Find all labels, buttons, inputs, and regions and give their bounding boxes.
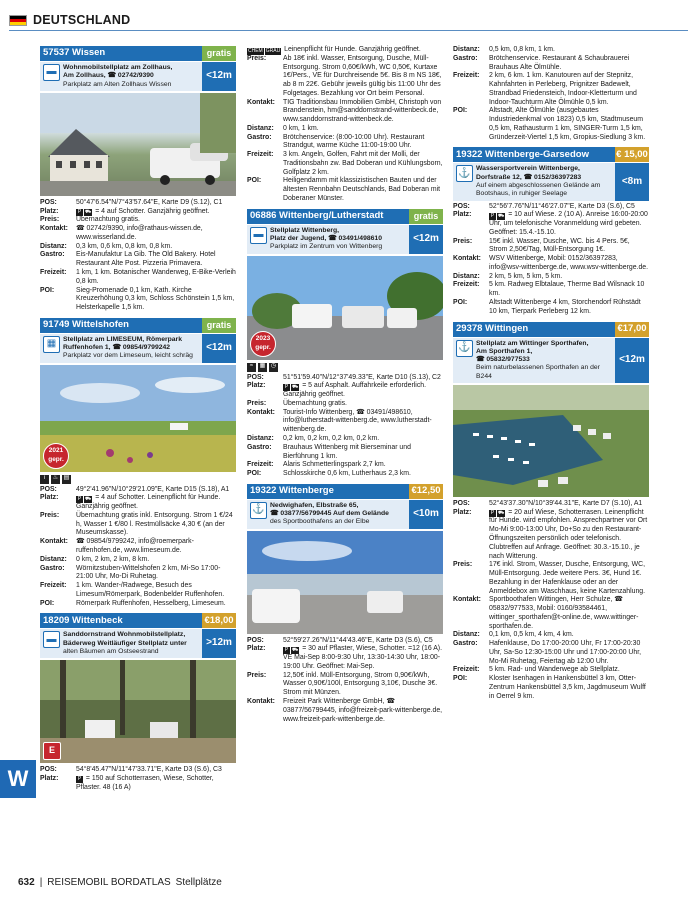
platz-value: 20 auf Wiese, Schotterrasen. Leinenpflicht für Hunde. wird empfohlen. Ansprechpartner vor Ort Mo-Mi 9:00-13:00 Uhr, Do+So zu den Restaurant-Öffnungszeiten persönlich oder telefonisch. Clubtreffen auf Anfrage. Geöffnet: 30.3.-15.10., je nach Witterung. bbox=[489, 508, 648, 560]
freizeit-value: 1 km. Wander-/Radwege, Besuch des Limesum/Römerpark, Bodenbelder Ruffenhofen. bbox=[76, 582, 225, 598]
preis-value: 15€ inkl. Wasser, Dusche, WC. bis 4 Pers. 5€, Strom 2,50€/Tag, Müll-Entsorgung 1€. bbox=[489, 237, 630, 254]
gastro-label: Gastro: bbox=[247, 443, 272, 451]
entry-header bbox=[40, 318, 236, 333]
shower-icon: ♨ bbox=[51, 475, 60, 484]
germany-flag-icon bbox=[9, 15, 27, 26]
address-line-3: Parkplatz vor dem Limeseum, leicht schräg bbox=[63, 352, 193, 360]
pos-label: POS: bbox=[247, 636, 264, 644]
price-badge: gratis bbox=[409, 209, 443, 224]
entry-title: 19322 Wittenberge-Garsedow bbox=[453, 147, 615, 162]
platz-label: Platz: bbox=[40, 774, 59, 782]
platz-label: Platz: bbox=[247, 382, 266, 390]
freizeit-value: 2 km, 6 km. 1 km. Kanutouren auf der Stepnitz, Kahnfahrten in Perleberg, Prignitzer Badewelt, Strandbad Friedensteich, Indoor-Kletterturm und Indoor-Tauchturm Alte Ölmühle 0,5 km. bbox=[489, 72, 637, 106]
kontakt-value[interactable]: 09854/9799242, info@roemerpark-ruffenhofen.de, www.limeseum.de. bbox=[76, 538, 194, 554]
price-badge: €17,00 bbox=[615, 322, 649, 337]
platz-value: 10 auf Wiese. 2 (10 A). Anreise 16:00-20:00 Uhr, um telefonische Voranmeldung wird gebeten. Geöffnet: 15.4.-15.10. bbox=[489, 211, 648, 236]
kontakt-label: Kontakt: bbox=[40, 538, 68, 546]
address-row bbox=[453, 338, 649, 383]
info-icon: i bbox=[40, 475, 49, 484]
freizeit-value: 5 km. Rad- und Wanderwege ab Stellplatz. bbox=[489, 666, 620, 674]
preis-label: Preis: bbox=[247, 54, 267, 62]
pos-value: 52°59'27.26"N/11°44'43.46"E, Karte D3 (S.6), C5 bbox=[283, 636, 433, 644]
address-line-3: des Sportboothafens an der Elbe bbox=[270, 518, 370, 526]
gastro-value: Brötchenservice. Restaurant & Schaubrauerei Brauhaus Alte Ölmühle. bbox=[489, 54, 630, 71]
footer-section: Stellplätze bbox=[175, 877, 222, 888]
kontakt-value[interactable]: Freizeit Park Wittenberge GmbH, ☎ 03877/56799445, info@freizeit-park-wittenberge.de, www.freizeit-park-wittenberge.de. bbox=[283, 698, 443, 723]
poi-value: Heiligendamm mit klassizistischen Bauten und der ältesten Rennbahn Deutschlands, Bad Doberan mit Doberaner Münster. bbox=[283, 177, 441, 203]
entry-title: 18209 Wittenbeck bbox=[40, 613, 202, 628]
distanz-label: Distanz: bbox=[453, 631, 480, 639]
gastro-label: Gastro: bbox=[40, 564, 65, 572]
camper-icon: ▬ bbox=[43, 631, 60, 648]
site-photo[interactable] bbox=[40, 660, 236, 763]
camper-icon: ▬ bbox=[250, 227, 267, 244]
energy-badge: E bbox=[43, 742, 61, 760]
platz-label: Platz: bbox=[40, 207, 59, 215]
address-row bbox=[247, 225, 443, 254]
column-2 bbox=[247, 46, 443, 729]
price-badge: €12,50 bbox=[409, 484, 443, 499]
address-line-4: Beim naturbelassenen Sporthafen an der B244 bbox=[476, 364, 600, 380]
size-limit: <8m bbox=[615, 163, 649, 200]
entry-wittenberge: 19322 Wittenberge €12,50 ⚓ Nedwighafen, Elbstraße 65, ☎ 03877/56799445 Auf dem Gelände des Sportboothafens an der Elbe <10m POS: 52°59'27.26"N/11°44'43.46"E, Karte D3 (S.6), C5 Platz: P ⛟ = 30 auf Pflaster, Wiese, Schotter. =12 (16 A). VE Mai-Sep 8:00-9:30 Uhr, 13:30-14:30 Uhr, 18:00-19:00 Uhr. Geöffnet: Mai-Sep. Preis: 12,50€ inkl. Müll-Entsorgung, Strom 0,90€/kWh, Wasser 0,90€/100l, Entsorgung 3,10€, Dusche 3€. Strom mit Münzen. Kontakt: Freizeit Park Wittenberge GmbH, ☎ 03877/56799445, info@freizeit-park-wittenberge.de, www.freizeit-park-wittenberge.de. bbox=[247, 485, 443, 723]
freizeit-label: Freizeit: bbox=[453, 72, 480, 80]
gastro-label: Gastro: bbox=[453, 54, 478, 62]
kontakt-value[interactable]: Sportboothafen Wittingen, Herr Schulze, ☎ 05832/977533, Mobil: 0160/93584461, wittinger_sporthafen@t-online.de, www.wittinger-sporthafen.de. bbox=[489, 596, 639, 630]
poi-label: POI: bbox=[453, 298, 468, 306]
poi-value: Römerpark Ruffenhofen, Hesselberg, Limeseum. bbox=[76, 599, 226, 607]
entry-header bbox=[40, 613, 236, 628]
facility-icons bbox=[247, 363, 443, 372]
preis-value: Übernachtung gratis inkl. Entsorgung. Strom 1 €/24 h, Wasser 1 €/80 l. Restmüllsäcke 4,30 € (an der Museumskasse). bbox=[76, 511, 233, 537]
poi-value: Altstadt Wittenberge 4 km, Storchendorf Rühstädt 10 km, Tierpark Perleberg 12 km. bbox=[489, 298, 641, 315]
site-photo[interactable] bbox=[40, 93, 236, 196]
poi-label: POI: bbox=[453, 675, 468, 683]
poi-value: Altstadt, Alte Ölmühle (ausgebautes Industriedenkmal von 1823) 0,5 km, Stadtmuseum 0,5 km, Rathausturm 1 km, SINGER-Turm 1,5 km, Gründerzeit-Viertel 1,5 km, Gropius-Siedlung 3 km. bbox=[489, 107, 646, 141]
facility-icons bbox=[40, 475, 236, 484]
pos-label: POS: bbox=[40, 198, 57, 206]
poi-label: POI: bbox=[247, 177, 262, 185]
site-photo[interactable] bbox=[40, 365, 236, 472]
pos-value: 51°51'59.40"N/12°37'49.33"E, Karte D10 (S.13), C2 bbox=[283, 373, 441, 381]
entry-title: 29378 Wittingen bbox=[453, 322, 615, 337]
distanz-label: Distanz: bbox=[247, 124, 274, 132]
freizeit-value: 5 km. Radweg Elbtalaue, Therme Bad Wilsnack 10 km. bbox=[489, 281, 645, 298]
freizeit-label: Freizeit: bbox=[247, 461, 274, 469]
size-limit: <12m bbox=[202, 334, 236, 363]
preis-value: Übernachtung gratis. bbox=[283, 399, 347, 407]
address-line-1: Wassersportverein Wittenberge, bbox=[476, 165, 580, 173]
address-row bbox=[247, 500, 443, 529]
column-1 bbox=[40, 46, 236, 798]
poi-value: Schlosskirche 0,6 km, Lutherhaus 2,3 km. bbox=[283, 470, 411, 478]
gastro-label: Gastro: bbox=[40, 251, 65, 259]
preis-value: Ab 18€ inkl. Wasser, Entsorgung, Dusche, Müll-Entsorgung. Strom 0,60€/kWh, WC 0,50€, Kurtaxe 1€/Pers., VE für Durchreisende 5€. Bis 8 m NS 18€, ab 8 m 22€. Gebühr jeweils gültig bis 11:00 Uhr des Folgetages. Bezahlung vor Ort beim Personal. bbox=[283, 54, 442, 97]
entry-lutherstadt: 06886 Wittenberg/Lutherstadt gratis ▬ Stellplatz Wittenberg, Platz der Jugend, ☎ 03491/498610 Parkplatz im Zentrum von Wittenberg <12m 2023 gepr. ≈ ▦ ◷ POS: 51°51'59.40"N/12°37'49.33"E, Karte D10 (S.13), C2 Platz: P ⛟ = 5 auf Asphalt. Auffahrkeile erforderlich. Ganzjährig geöffnet. Preis: Übernachtung gratis. Kontakt: Tourist-Info Wittenberg, ☎ 03491/498610, info@lutherstadt-wittenberg.de, www.lutherstadt-wittenberg.de. Distanz: 0,2 km, 0,2 km, 0,2 km, 0,2 km. Gastro: Brauhaus Wittenberg mit Bierseminar und Bierführung 1 km. Freizeit: Alaris Schmetterlingspark 2,7 km. POI: Schlosskirche 0,6 km, Lutherhaus 2,3 km. bbox=[247, 209, 443, 479]
distanz-label: Distanz: bbox=[40, 555, 67, 563]
address-line-3: Parkplatz im Zentrum von Wittenberg bbox=[270, 243, 383, 251]
pos-value: 52°43'37.30"N/10°39'44.31"E, Karte D7 (S.10), A1 bbox=[489, 499, 643, 507]
entry-wittingen: 29378 Wittingen €17,00 ⚓ Stellplatz am Wittinger Sporthafen, Am Sporthafen 1, ☎ 05832/977533 Beim naturbelassenen Sporthafen an der B244 <12m POS: 52°43'37.30"N/10°39'44.31"E, Karte D7 (S.10), A1 Platz: P ⛟ = 20 auf Wiese, Schotterrasen. Leinenpflicht für Hunde. wird empfohlen. Ansprechpartner vor Ort Mo-Mi 9:00-13:00 Uhr, Do+So zu den Restaurant-Öffnungszeiten persönlich oder telefonisch. Clubtreffen auf Anfrage. Geöffnet: 30.3.-15.10., je nach Witterung. Preis: 17€ inkl. Strom, Wasser, Dusche, Entsorgung, WC, Müll-Entsorgung. Jede weitere Pers. 3€, Hund 1€. Bezahlung in der Hafenklause oder an der Anmeldebox am Waschhaus, keine Kartenzahlung. Kontakt: Sportboothafen Wittingen, Herr Schulze, ☎ 05832/977533, Mobil: 0160/93584461, wittinger_sporthafen@t-online.de, www.wittinger-sporthafen.de. Distanz: 0,1 km, 0,5 km, 4 km, 4 km. Gastro: Hafenklause, Do 17:00-20:00 Uhr, Fr 17:00-20:30 Uhr, Sa-So 12:30-15:00 Uhr und 17:00-20:00 Uhr, Mo-Mi Ruhetag, Feiertag ab 12:00 Uhr. Freizeit: 5 km. Rad- und Wanderwege ab Stellplatz. POI: Kloster Isenhagen in Hankensbüttel 3 km, Otter-Zentrum Hankensbüttel 3,5 km, Jagdmuseum Wulff in Oerrel 9 km. bbox=[453, 322, 648, 700]
gastro-value: Eis-Manufaktur La Gib. The Old Bakery. Hotel Restaurant Alte Post. Pizzeria Primavera. bbox=[76, 251, 216, 268]
pos-label: POS: bbox=[40, 485, 57, 493]
preis-label: Preis: bbox=[453, 237, 473, 245]
platz-value: 30 auf Pflaster, Wiese, Schotter. =12 (16 A). VE Mai-Sep 8:00-9:30 Uhr, 13:30-14:30 Uhr, 18:00-19:00 Uhr. Geöffnet: Mai-Sep. bbox=[283, 645, 443, 670]
kontakt-label: Kontakt: bbox=[247, 98, 275, 106]
distanz-value: 0,1 km, 0,5 km, 4 km, 4 km. bbox=[489, 631, 574, 639]
entry-header bbox=[453, 322, 649, 337]
distanz-value: 0,3 km, 0,6 km, 0,8 km, 0,8 km. bbox=[76, 242, 173, 250]
entry-wittenbeck-continued: CHEM GRAU Leinenpflicht für Hunde. Ganzjährig geöffnet. Preis: Ab 18€ inkl. Wasser, Entsorgung, Dusche, Müll-Entsorgung. Strom 0,60€/kWh, WC 0,50€, Kurtaxe 1€/Pers., VE für Durchreisende 5€. Bis 8 m NS 18€, ab 8 m 22€. Gebühr jeweils gültig bis 11:00 Uhr des Folgetages. Bezahlung vor Ort beim Personal. Kontakt: TIG Traditionsbau Immobilien GmbH, Christoph von Brandenstein, hm@sanddornstrand-wittenbeck.de, www.sanddornstrand-wittenbeck.de. Distanz: 0 km, 1 km. Gastro: Brötchenservice: (8:00-10:00 Uhr). Restaurant Strandgut, warme Küche 11:00-19:00 Uhr. Freizeit: 3 km. Angeln, Golfen, Fahrt mit der Molli, der Traditionsbahn zw. Bad Doberan und Kühlungsborn, Golfplatz 2 km. POI: Heiligendamm mit klassizistischen Bauten und der ältesten Rennbahn Deutschlands, Bad Doberan mit Doberaner Münster. bbox=[247, 46, 443, 203]
distanz-value: 0,2 km, 0,2 km, 0,2 km, 0,2 km. bbox=[283, 434, 380, 442]
platz-value: 5 auf Asphalt. Auffahrkeile erforderlich. Ganzjährig geöffnet. bbox=[283, 382, 427, 399]
gastro-value: Brauhaus Wittenberg mit Bierseminar und Bierführung 1 km. bbox=[283, 443, 411, 460]
address-line-3: Auf einem abgeschlossenen Gelände am Bootshaus, in ruhiger Seelage bbox=[476, 181, 601, 198]
entry-header bbox=[247, 484, 443, 499]
site-photo[interactable] bbox=[247, 531, 443, 634]
column-3 bbox=[453, 46, 649, 707]
address-line-1: Stellplatz am Wittinger Sporthafen, bbox=[476, 339, 589, 347]
address-line-2: Bäderweg Weitläufiger Stellplatz unter bbox=[63, 639, 187, 647]
camper-icon: ▬ bbox=[43, 64, 60, 81]
address-line-2: Platz der Jugend, ☎ 03491/498610 bbox=[270, 235, 382, 243]
entry-title: 57537 Wissen bbox=[40, 46, 202, 61]
address-line-2: ☎ 03877/56799445 Auf dem Gelände bbox=[270, 510, 389, 518]
pos-label: POS: bbox=[247, 373, 264, 381]
poi-label: POI: bbox=[453, 107, 468, 115]
platz-value: 150 auf Schotterrasen, Wiese, Schotter, Pflaster. 48 (16 A) bbox=[76, 774, 214, 791]
address-line-1: Sanddornstrand Wohnmobilstellplatz, bbox=[63, 631, 186, 639]
site-photo[interactable] bbox=[453, 385, 649, 497]
entry-title: 06886 Wittenberg/Lutherstadt bbox=[247, 209, 409, 224]
tested-badge: 2021 gepr. bbox=[43, 443, 69, 469]
address-row bbox=[453, 163, 649, 200]
distanz-value: 0,5 km, 0,8 km, 1 km. bbox=[489, 46, 555, 53]
pos-value: 50°47'6.54"N/7°43'57.64"E, Karte D9 (S.12), C1 bbox=[76, 198, 223, 206]
kontakt-label: Kontakt: bbox=[453, 255, 481, 263]
distanz-value: 2 km, 5 km, 5 km, 5 km. bbox=[489, 272, 563, 280]
preis-label: Preis: bbox=[247, 671, 267, 679]
header-rule bbox=[9, 30, 688, 31]
anchor-icon: ⚓ bbox=[456, 340, 473, 357]
distanz-label: Distanz: bbox=[247, 434, 274, 442]
distanz-label: Distanz: bbox=[40, 242, 67, 250]
gastro-value: Wörnitzstuben-Wittelshofen 2 km, Mi-So 17:00-21:00 Uhr, Mo-Di Ruhetag. bbox=[76, 564, 221, 581]
preis-label: Preis: bbox=[40, 216, 60, 224]
platz-value: 4 auf Schotter. Ganzjährig geöffnet. bbox=[101, 207, 210, 215]
wc-icon: ▤ bbox=[62, 475, 71, 484]
gastro-label: Gastro: bbox=[453, 640, 478, 648]
pos-value: 49°2'41.96"N/10°29'21.09"E, Karte D15 (S.18), A1 bbox=[76, 485, 230, 493]
poi-label: POI: bbox=[40, 599, 55, 607]
distanz-label: Distanz: bbox=[453, 272, 480, 280]
site-photo[interactable] bbox=[247, 256, 443, 360]
address-line-1: Stellplatz Wittenberg, bbox=[270, 226, 340, 234]
kontakt-value[interactable]: Tourist-Info Wittenberg, ☎ 03491/498610, info@lutherstadt-wittenberg.de, www.lutherstadt-wittenberg.de. bbox=[283, 408, 432, 434]
price-badge: gratis bbox=[202, 46, 236, 61]
address-line-2: Ruffenhofen 1, ☎ 09854/9799242 bbox=[63, 344, 171, 352]
entry-title: 91749 Wittelshofen bbox=[40, 318, 202, 333]
address-line-1: Nedwighafen, Elbstraße 65, bbox=[270, 501, 359, 509]
platz-value: 4 auf Schotter. Leinenpflicht für Hunde. Ganzjährig geöffnet. bbox=[76, 494, 221, 511]
freizeit-label: Freizeit: bbox=[453, 281, 480, 289]
poi-value: Kloster Isenhagen in Hankensbüttel 3 km, Otter-Zentrum Hankensbüttel 3,5 km, Jagdmuseum Wulff in Oerrel 9 km. bbox=[489, 675, 646, 700]
address-line-1: Wohnmobilstellplatz am Zollhaus, bbox=[63, 64, 173, 71]
distanz-value: 0 km, 1 km. bbox=[283, 124, 319, 132]
preis-value: 17€ inkl. Strom, Wasser, Dusche, Entsorgung, WC, Müll-Entsorgung. Jede weitere Pers. 3€, Hund 1€. Bezahlung in der Hafenklause oder an der Anmeldebox am Waschhaus, keine Kartenzahlung. bbox=[489, 561, 646, 595]
kontakt-label: Kontakt: bbox=[453, 596, 481, 604]
address-line-1: Stellplatz am LIMESEUM, Römerpark bbox=[63, 335, 182, 343]
preis-label: Preis: bbox=[247, 399, 267, 407]
distanz-label: Distanz: bbox=[453, 46, 480, 53]
pos-label: POS: bbox=[453, 202, 470, 210]
freizeit-label: Freizeit: bbox=[40, 582, 67, 590]
pos-label: POS: bbox=[453, 499, 470, 507]
section-letter-tab[interactable]: W bbox=[0, 760, 36, 798]
address-line-3: alten Bäumen am Ostseestrand bbox=[63, 647, 159, 655]
footer-separator: | bbox=[39, 877, 43, 888]
address-line-2: Am Sporthafen 1, bbox=[476, 347, 533, 355]
freizeit-value: 1 km, 1 km. Botanischer Wanderweg, E-Bike-Verleih 0,8 km. bbox=[76, 268, 236, 285]
preis-value: Übernachtung gratis. bbox=[76, 216, 140, 224]
kontakt-value[interactable]: 02742/9390, info@rathaus-wissen.de, www.wisserland.de. bbox=[76, 225, 203, 241]
freizeit-label: Freizeit: bbox=[453, 666, 480, 674]
price-badge: gratis bbox=[202, 318, 236, 333]
address-line-3: ☎ 05832/977533 bbox=[476, 356, 530, 364]
entry-garsedow: 19322 Wittenberge-Garsedow € 15,00 ⚓ Wassersportverein Wittenberge, Dorfstraße 12, ☎ 0152/36397283 Auf einem abgeschlossenen Gelände am Bootshaus, in ruhiger Seelage <8m POS: 52°56'7.76"N/11°46'27.07"E, Karte D3 (S.6), C5 Platz: P ⛟ = 10 auf Wiese. 2 (10 A). Anreise 16:00-20:00 Uhr, um telefonische Voranmeldung wird gebeten. Geöffnet: 15.4.-15.10. Preis: 15€ inkl. Wasser, Dusche, WC. bis 4 Pers. 5€, Strom 2,50€/Tag, Müll-Entsorgung 1€. Kontakt: WSV Wittenberge, Mobil: 0152/36397283, info@wsv-wittenberge.de, www.wsv-wittenberge.de. Distanz: 2 km, 5 km, 5 km, 5 km. Freizeit: 5 km. Radweg Elbtalaue, Therme Bad Wilsnack 10 km. POI: Altstadt Wittenberge 4 km, Storchendorf Rühstädt 10 km, Tierpark Perleberg 12 km. bbox=[453, 148, 649, 315]
entry-header bbox=[247, 209, 443, 224]
anchor-icon: ⚓ bbox=[250, 502, 267, 519]
entry-wissen: 57537 Wissen gratis ▬ Wohnmobilstellplatz am Zollhaus, Am Zollhaus, ☎ 02742/9390 Parkplatz am Alten Zollhaus Wissen <12m POS: 50°47'6.54"N/7°43'57.64"E, Karte D9 (S.12), C1 Platz: P ⛟ = 4 auf Schotter. Ganzjährig geöffnet. Preis: Übernachtung gratis. Kontakt: ☎ 02742/9390, info@rathaus-wissen.de, www.wisserland.de. Distanz: 0,3 km, 0,6 km, 0,8 km, 0,8 km. Gastro: Eis-Manufaktur La Gib. The Old Bakery. Hotel Restaurant Alte Post. Pizzeria Primavera. Freizeit: 1 km, 1 km. Botanischer Wanderweg, E-Bike-Verleih 0,8 km. POI: Sieg-Promenade 0,1 km, Kath. Kirche Kreuzerhöhung 0,3 km, Schloss Schönstein 1,5 km, Helsterkapelle 1,5 km. bbox=[40, 47, 236, 312]
continued-text: Leinenpflicht für Hunde. Ganzjährig geöffnet. bbox=[284, 46, 421, 53]
address-line-2: Dorfstraße 12, ☎ 0152/36397283 bbox=[476, 173, 582, 181]
platz-label: Platz: bbox=[40, 494, 59, 502]
address-row bbox=[40, 62, 236, 91]
kontakt-value[interactable]: WSV Wittenberge, Mobil: 0152/36397283, info@wsv-wittenberge.de, www.wsv-wittenberge.de. bbox=[489, 255, 649, 271]
address-line-2: Am Zollhaus, ☎ 02742/9390 bbox=[63, 72, 154, 80]
pos-value: 52°56'7.76"N/11°46'27.07"E, Karte D3 (S.6), C5 bbox=[489, 202, 635, 210]
wifi-icon: ≈ bbox=[247, 363, 256, 372]
size-limit: <10m bbox=[409, 500, 443, 529]
tested-badge: 2023 gepr. bbox=[250, 331, 276, 357]
kontakt-label: Kontakt: bbox=[247, 698, 275, 706]
freizeit-label: Freizeit: bbox=[247, 151, 274, 159]
size-limit: >12m bbox=[202, 629, 236, 658]
poi-value: Sieg-Promenade 0,1 km, Kath. Kirche Kreuzerhöhung 0,3 km, Schloss Schönstein 1,5 km, Helsterkapelle 1,5 km. bbox=[76, 286, 235, 312]
pos-value: 54°8'45.47"N/11°47'33.71"E, Karte D3 (S.6), C3 bbox=[76, 766, 222, 774]
clock-icon: ◷ bbox=[269, 363, 278, 372]
address-row bbox=[40, 334, 236, 363]
size-limit: <12m bbox=[615, 338, 649, 383]
poi-label: POI: bbox=[40, 286, 55, 294]
entry-header bbox=[453, 147, 649, 162]
platz-label: Platz: bbox=[453, 211, 472, 219]
price-badge: € 15,00 bbox=[615, 147, 649, 162]
freizeit-value: Alaris Schmetterlingspark 2,7 km. bbox=[283, 461, 386, 469]
kontakt-label: Kontakt: bbox=[40, 225, 68, 233]
platz-label: Platz: bbox=[453, 508, 472, 516]
gastro-label: Gastro: bbox=[247, 133, 272, 141]
pos-label: POS: bbox=[40, 766, 57, 774]
anchor-icon: ⚓ bbox=[456, 165, 473, 182]
gastro-value: Brötchenservice: (8:00-10:00 Uhr). Restaurant Strandgut, warme Küche 11:00-19:00 Uhr. bbox=[283, 133, 425, 150]
entry-title: 19322 Wittenberge bbox=[247, 484, 409, 499]
entry-header bbox=[40, 46, 236, 61]
address-line-3: Parkplatz am Alten Zollhaus Wissen bbox=[63, 80, 172, 88]
preis-label: Preis: bbox=[40, 511, 60, 519]
freizeit-value: 3 km. Angeln, Golfen, Fahrt mit der Molli, der Traditionsbahn zw. Bad Doberan und Kühlungsborn, Golfplatz 2 km. bbox=[283, 151, 443, 176]
kontakt-label: Kontakt: bbox=[247, 408, 275, 416]
country-title: DEUTSCHLAND bbox=[33, 13, 131, 27]
page-footer bbox=[18, 877, 222, 890]
kontakt-value[interactable]: TIG Traditionsbau Immobilien GmbH, Christoph von Brandenstein, hm@sanddornstrand-wittenbeck.de, www.sanddornstrand-wittenbeck.de. bbox=[283, 98, 442, 124]
poi-label: POI: bbox=[247, 470, 262, 478]
size-limit: <12m bbox=[202, 62, 236, 91]
platz-label: Platz: bbox=[247, 645, 266, 653]
distanz-value: 0 km, 2 km, 2 km, 8 km. bbox=[76, 555, 150, 563]
footer-brand: REISEMOBIL BORDATLAS bbox=[47, 877, 171, 888]
preis-label: Preis: bbox=[453, 561, 473, 569]
size-limit: <12m bbox=[409, 225, 443, 254]
entry-wittenbeck: 18209 Wittenbeck €18,00 ▬ Sanddornstrand Wohnmobilstellplatz, Bäderweg Weitläufiger Stellplatz unter alten Bäumen am Ostseestrand >12m E POS: 54°8'45.47"N/11°47'33.71"E, Karte D3 (S.6), C3 Platz: P = 150 auf Schotterrasen, Wiese, Schotter, Pflaster. 48 (16 A) bbox=[40, 613, 236, 792]
page-number: 632 bbox=[18, 877, 35, 888]
gastro-value: Hafenklause, Do 17:00-20:00 Uhr, Fr 17:00-20:30 Uhr, Sa-So 12:30-15:00 Uhr und 17:00-20:00 Uhr, Mo-Mi Ruhetag, Feiertag ab 12:00 Uhr. bbox=[489, 640, 642, 665]
preis-value: 12,50€ inkl. Müll-Entsorgung, Strom 0,90€/kWh, Wasser 0,90€/100l, Entsorgung 3,10€, Dusche 3€. Strom mit Münzen. bbox=[283, 671, 438, 697]
price-badge: €18,00 bbox=[202, 613, 236, 628]
address-row bbox=[40, 629, 236, 658]
page-header bbox=[9, 11, 449, 29]
freizeit-label: Freizeit: bbox=[40, 268, 67, 276]
museum-icon: ▦ bbox=[43, 336, 60, 353]
entry-wittelshofen: 91749 Wittelshofen gratis ▦ Stellplatz am LIMESEUM, Römerpark Ruffenhofen 1, ☎ 09854/9799242 Parkplatz vor dem Limeseum, leicht schräg <12m 2021 gepr. i ♨ ▤ POS: 49°2'41.96"N/10°29'21.09"E, Karte D15 (S.18), A1 Platz: P ⛟ = 4 auf Schotter. Leinenpflicht für Hunde. Ganzjährig geöffnet. Preis: Übernachtung gratis inkl. Entsorgung. Strom 1 €/24 h, Wasser 1 €/80 l. Restmüllsäcke 4,30 € (an der Museumskasse). Kontakt: ☎ 09854/9799242, info@roemerpark-ruffenhofen.de, www.limeseum.de. Distanz: 0 km, 2 km, 2 km, 8 km. Gastro: Wörnitzstuben-Wittelshofen 2 km, Mi-So 17:00-21:00 Uhr, Mo-Di Ruhetag. Freizeit: 1 km. Wander-/Radwege, Besuch des Limesum/Römerpark, Bodenbelder Ruffenhofen. POI: Römerpark Ruffenhofen, Hesselberg, Limeseum. bbox=[40, 318, 236, 609]
grid-icon: ▦ bbox=[258, 363, 267, 372]
entry-wittenberge-continued bbox=[453, 46, 649, 142]
